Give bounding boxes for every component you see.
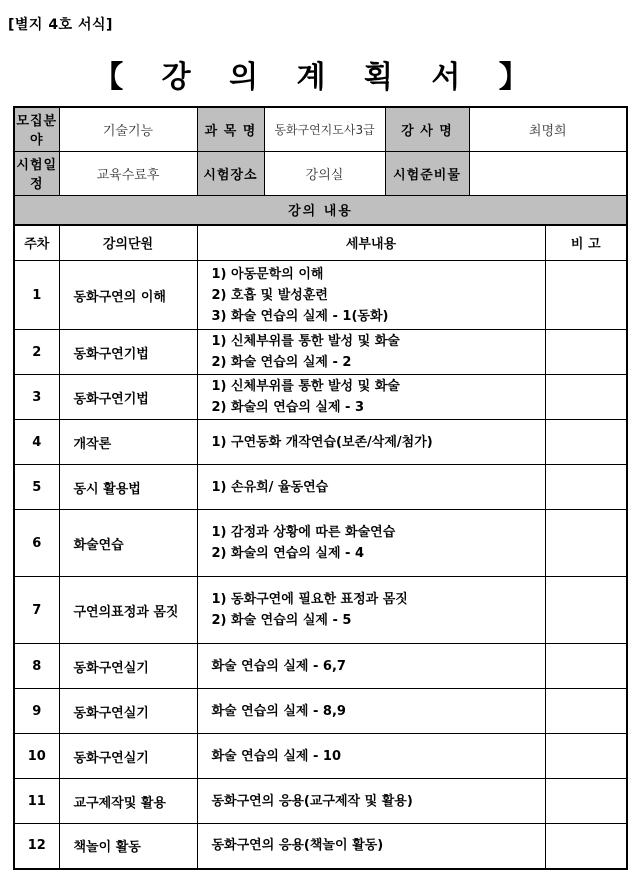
note-cell	[545, 375, 627, 420]
lecture-unit: 동시 활용법	[59, 465, 197, 510]
note-cell	[545, 824, 627, 869]
lecture-content-table	[13, 224, 628, 870]
lecture-detail	[197, 330, 545, 375]
table-row	[14, 375, 627, 420]
detail-line: 1) 구연동화 개작연습(보존/삭제/첨가)	[211, 434, 433, 450]
content-header: 강의 내용	[14, 195, 627, 225]
note-cell	[545, 330, 627, 375]
week-number: 7	[14, 577, 59, 644]
lecture-detail	[197, 510, 545, 577]
week-number: 12	[14, 824, 59, 869]
detail-line: 2) 화술 연습의 실제 - 2	[211, 355, 352, 370]
note-cell	[545, 734, 627, 779]
week-number: 1	[14, 261, 59, 330]
lecture-detail	[197, 420, 545, 465]
col-unit-header: 강의단원	[59, 225, 197, 261]
col-note-header: 비 고	[545, 225, 627, 261]
detail-line: 화술 연습의 실제 - 10	[211, 748, 341, 764]
content-header-row	[14, 195, 627, 225]
detail-line: 1) 신체부위를 통한 발성 및 화술	[211, 379, 400, 394]
lecture-unit: 동화구연실기	[59, 644, 197, 689]
column-header-row	[14, 225, 627, 261]
detail-line: 화술 연습의 실제 - 6,7	[211, 658, 346, 674]
week-number: 4	[14, 420, 59, 465]
week-number: 11	[14, 779, 59, 824]
lecture-unit: 동화구연기법	[59, 330, 197, 375]
week-number: 2	[14, 330, 59, 375]
lecture-plan-table	[13, 106, 628, 226]
lecture-unit: 동화구연실기	[59, 689, 197, 734]
lecture-unit: 개작론	[59, 420, 197, 465]
lecture-detail	[197, 375, 545, 420]
course-label: 과 목 명	[197, 107, 264, 151]
lecture-unit: 동화구연실기	[59, 734, 197, 779]
date-label: 시험일정	[14, 151, 59, 195]
note-cell	[545, 420, 627, 465]
table-row	[14, 779, 627, 824]
place-value: 강의실	[264, 151, 385, 195]
detail-line: 1) 동화구연에 필요한 표정과 몸짓	[211, 592, 408, 607]
col-detail-header: 세부내용	[197, 225, 545, 261]
lecture-unit: 동화구연기법	[59, 375, 197, 420]
instructor-label: 강 사 명	[385, 107, 469, 151]
table-row	[14, 510, 627, 577]
table-row	[14, 465, 627, 510]
week-number: 6	[14, 510, 59, 577]
table-row	[14, 261, 627, 330]
week-number: 8	[14, 644, 59, 689]
detail-line: 동화구연의 응용(교구제작 및 활용)	[211, 793, 413, 809]
detail-line: 1) 아동문학의 이해	[211, 266, 324, 282]
detail-line: 1) 신체부위를 통한 발성 및 화술	[211, 334, 400, 349]
table-row	[14, 644, 627, 689]
lecture-unit: 책놀이 활동	[59, 824, 197, 869]
note-cell	[545, 644, 627, 689]
date-value: 교육수료후	[59, 151, 197, 195]
table-row	[14, 420, 627, 465]
form-number-label: [별지 4호 서식]	[8, 17, 113, 33]
lecture-unit: 구연의표정과 몸짓	[59, 577, 197, 644]
detail-line: 2) 화술 연습의 실제 - 5	[211, 613, 352, 628]
col-week-header: 주차	[14, 225, 59, 261]
lecture-unit: 동화구연의 이해	[59, 261, 197, 330]
lecture-unit: 교구제작및 활용	[59, 779, 197, 824]
info-row-2	[14, 151, 627, 195]
week-number: 9	[14, 689, 59, 734]
lecture-detail	[197, 465, 545, 510]
instructor-value: 최명희	[469, 107, 627, 151]
lecture-detail	[197, 824, 545, 869]
table-row	[14, 824, 627, 869]
detail-line: 1) 감정과 상황에 따른 화술연습	[211, 525, 396, 540]
table-row	[14, 577, 627, 644]
week-number: 10	[14, 734, 59, 779]
detail-line: 2) 화술의 연습의 실제 - 3	[211, 400, 365, 415]
note-cell	[545, 465, 627, 510]
lecture-unit: 화술연습	[59, 510, 197, 577]
note-cell	[545, 689, 627, 734]
detail-line: 2) 화술의 연습의 실제 - 4	[211, 546, 365, 561]
note-cell	[545, 577, 627, 644]
table-row	[14, 330, 627, 375]
field-label: 모집분야	[14, 107, 59, 151]
course-value: 동화구연지도사3급	[264, 107, 385, 151]
lecture-detail	[197, 779, 545, 824]
detail-line: 동화구연의 응용(책놀이 활동)	[211, 838, 384, 854]
lecture-detail	[197, 261, 545, 330]
week-number: 3	[14, 375, 59, 420]
week-number: 5	[14, 465, 59, 510]
lecture-detail	[197, 577, 545, 644]
lecture-detail	[197, 644, 545, 689]
document-title: 【 강 의 계 획 서 】	[93, 60, 543, 95]
table-row	[14, 689, 627, 734]
detail-line: 1) 손유희/ 율동연습	[211, 479, 329, 495]
field-value: 기술기능	[59, 107, 197, 151]
detail-line: 3) 화술 연습의 실제 - 1(동화)	[211, 308, 389, 324]
note-cell	[545, 510, 627, 577]
note-cell	[545, 779, 627, 824]
prep-value	[469, 151, 627, 195]
lecture-detail	[197, 734, 545, 779]
lecture-detail	[197, 689, 545, 734]
note-cell	[545, 261, 627, 330]
detail-line: 2) 호흡 및 발성훈련	[211, 287, 328, 303]
place-label: 시험장소	[197, 151, 264, 195]
table-row	[14, 734, 627, 779]
detail-line: 화술 연습의 실제 - 8,9	[211, 703, 346, 719]
info-row-1	[14, 107, 627, 151]
prep-label: 시험준비물	[385, 151, 469, 195]
